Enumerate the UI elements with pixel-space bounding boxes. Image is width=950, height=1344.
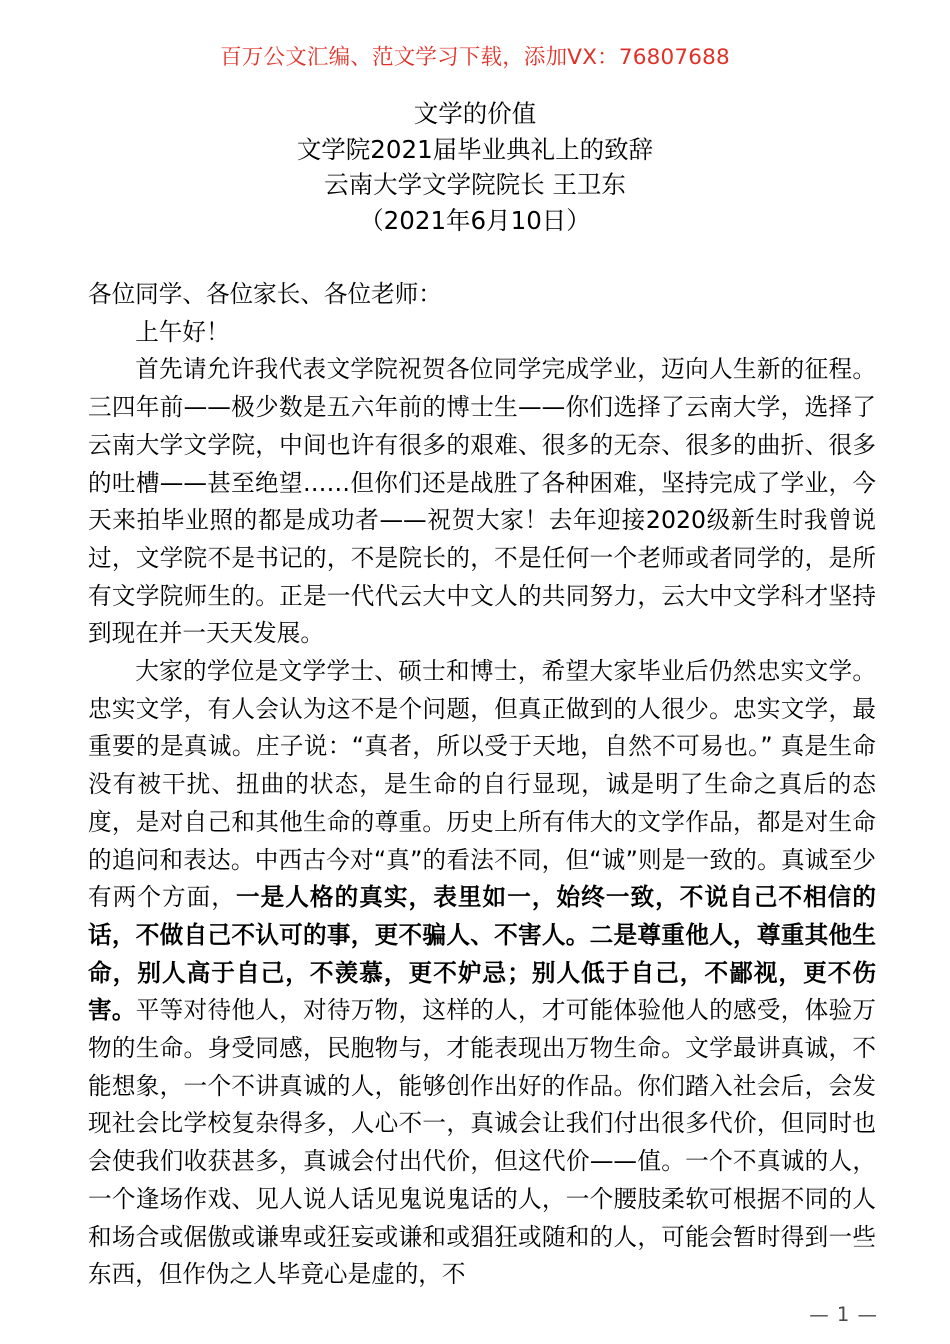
text-run: 上午好！ [135,317,230,346]
promo-banner: 百万公文汇编、范文学习下载，添加VX：76807688 [220,45,730,70]
text-run: 首先请允许我代表文学院祝贺各位同学完成学业，迈向人生新的征程。三四年前——极少数是五六年前的博士生——你们选择了云南大学，选择了云南大学文学院，中间也许有很多的艰难、很多的无奈、很多的曲折、很多的吐槽——甚至绝望……但你们还是战胜了各种困难，坚持完成了学业，今天来拍毕业照的都是成功者——祝贺大家！去年迎接2020级新生时我曾说过，文学院不是书记的，不是院长的，不是任何一个老师或者同学的，是所有文学院师生的。正是一代代云大中文人的共同努力，云大中文学科才坚持到现在并一天天发展。 [88,355,876,648]
text-run-emphasis: 一是人格的真实，表里如一，始终一致，不说自己不相信的话，不做自己不认可的事，更不骗人、不害人。二是尊重他人，尊重其他生命，别人高于自己，不羡慕，更不妒忌；别人低于自己，不鄙视，更不伤害。 [88,883,877,1025]
page-number: — 1 — [809,1303,878,1326]
text-run: 大家的学位是文学学士、硕士和博士，希望大家毕业后仍然忠实文学。忠实文学，有人会认为这不是个问题，但真正做到的人很少。忠实文学，最重要的是真诚。庄子说：“真者，所以受于天地，自然不可易也。” 真是生命没有被干扰、扭曲的状态，是生命的自行显现，诚是明了生命之真后的态度，是对自己和其他生命的尊重。历史上所有伟大的文学作品，都是对生命的追问和表达。中西古今对“真”的看法不同，但“诚”则是一致的。真诚至少有两个方面， [88,657,876,912]
document-author: 云南大学文学院院长 王卫东 [324,170,626,199]
text-run: 各位同学、各位家长、各位老师： [88,280,442,308]
text-run: 平等对待他人，对待万物，这样的人，才可能体验他人的感受，体验万物的生命。身受同感，民胞物与，才能表现出万物生命。文学最讲真诚，不能想象，一个不讲真诚的人，能够创作出好的作品。你们踏入社会后，会发现社会比学校复杂得多，人心不一，真诚会让我们付出很多代价，但同时也会使我们收获甚多，真诚会付出代价，但这代价——值。一个不真诚的人，一个逢场作戏、见人说人话见鬼说鬼话的人，一个腰肢柔软可根据不同的人和场合或倨傲或谦卑或狂妄或谦和或猖狂或随和的人，可能会暂时得到一些东西，但作伪之人毕竟心是虚的，不 [88,996,877,1289]
document-subtitle: 文学院2021届毕业典礼上的致辞 [296,134,654,164]
paragraph-congratulations [88,351,876,653]
document-date: （2021年6月10日） [359,205,591,235]
title-block [0,96,950,238]
paragraph-greeting [88,314,876,352]
document-body [88,276,876,1294]
document-title: 文学的价值 [413,99,537,128]
paragraph-sincerity [88,653,876,1294]
paragraph-salutation [88,276,876,314]
